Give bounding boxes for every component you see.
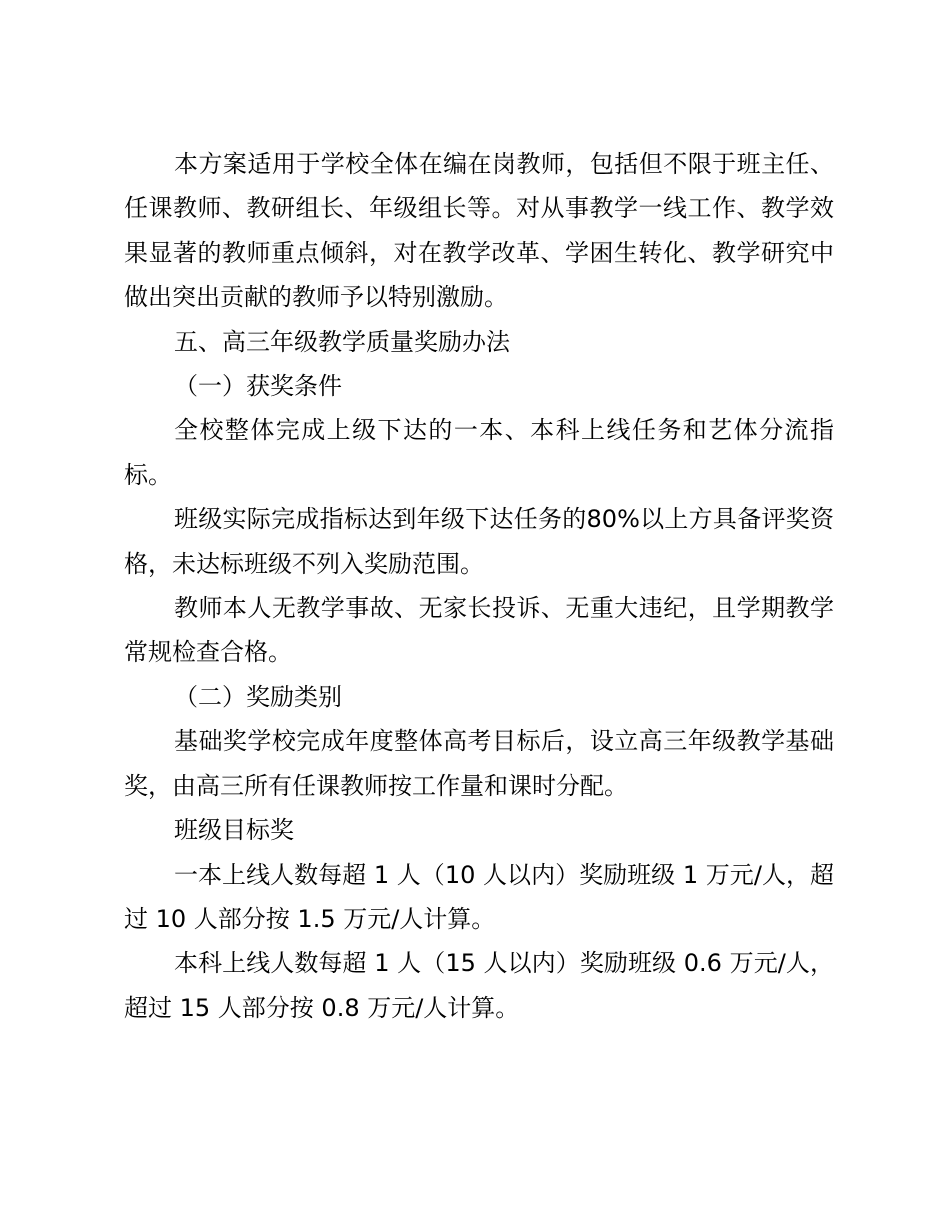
document-body: [124, 142, 834, 1030]
subheading-award-conditions: （一）获奖条件: [174, 372, 342, 401]
subheading-award-categories: （二）奖励类别: [174, 682, 342, 711]
paragraph-undergrad-reward: 本科上线人数每超 1 人（15 人以内）奖励班级 0.6 万元/人，超过 15 人部分按 0.8 万元/人计算。: [124, 949, 834, 1022]
paragraph-condition-class: 班级实际完成指标达到年级下达任务的80%以上方具备评奖资格，未达标班级不列入奖励范围。: [124, 505, 834, 578]
paragraph-scope: 本方案适用于学校全体在编在岗教师，包括但不限于班主任、任课教师、教研组长、年级组长等。对从事教学一线工作、教学效果显著的教师重点倾斜，对在教学改革、学困生转化、教学研究中做出突出贡献的教师予以特别激励。: [124, 150, 834, 312]
label-class-target-award: 班级目标奖: [174, 816, 294, 845]
paragraph-tier-one-reward: 一本上线人数每超 1 人（10 人以内）奖励班级 1 万元/人，超过 10 人部分按 1.5 万元/人计算。: [124, 860, 834, 933]
paragraph-basic-award: 基础奖学校完成年度整体高考目标后，设立高三年级教学基础奖，由高三所有任课教师按工作量和课时分配。: [124, 727, 834, 800]
section-heading-five: 五、高三年级教学质量奖励办法: [174, 327, 510, 356]
paragraph-condition-teacher: 教师本人无教学事故、无家长投诉、无重大违纪，且学期教学常规检查合格。: [124, 594, 834, 667]
paragraph-condition-school: 全校整体完成上级下达的一本、本科上线任务和艺体分流指标。: [124, 416, 834, 489]
